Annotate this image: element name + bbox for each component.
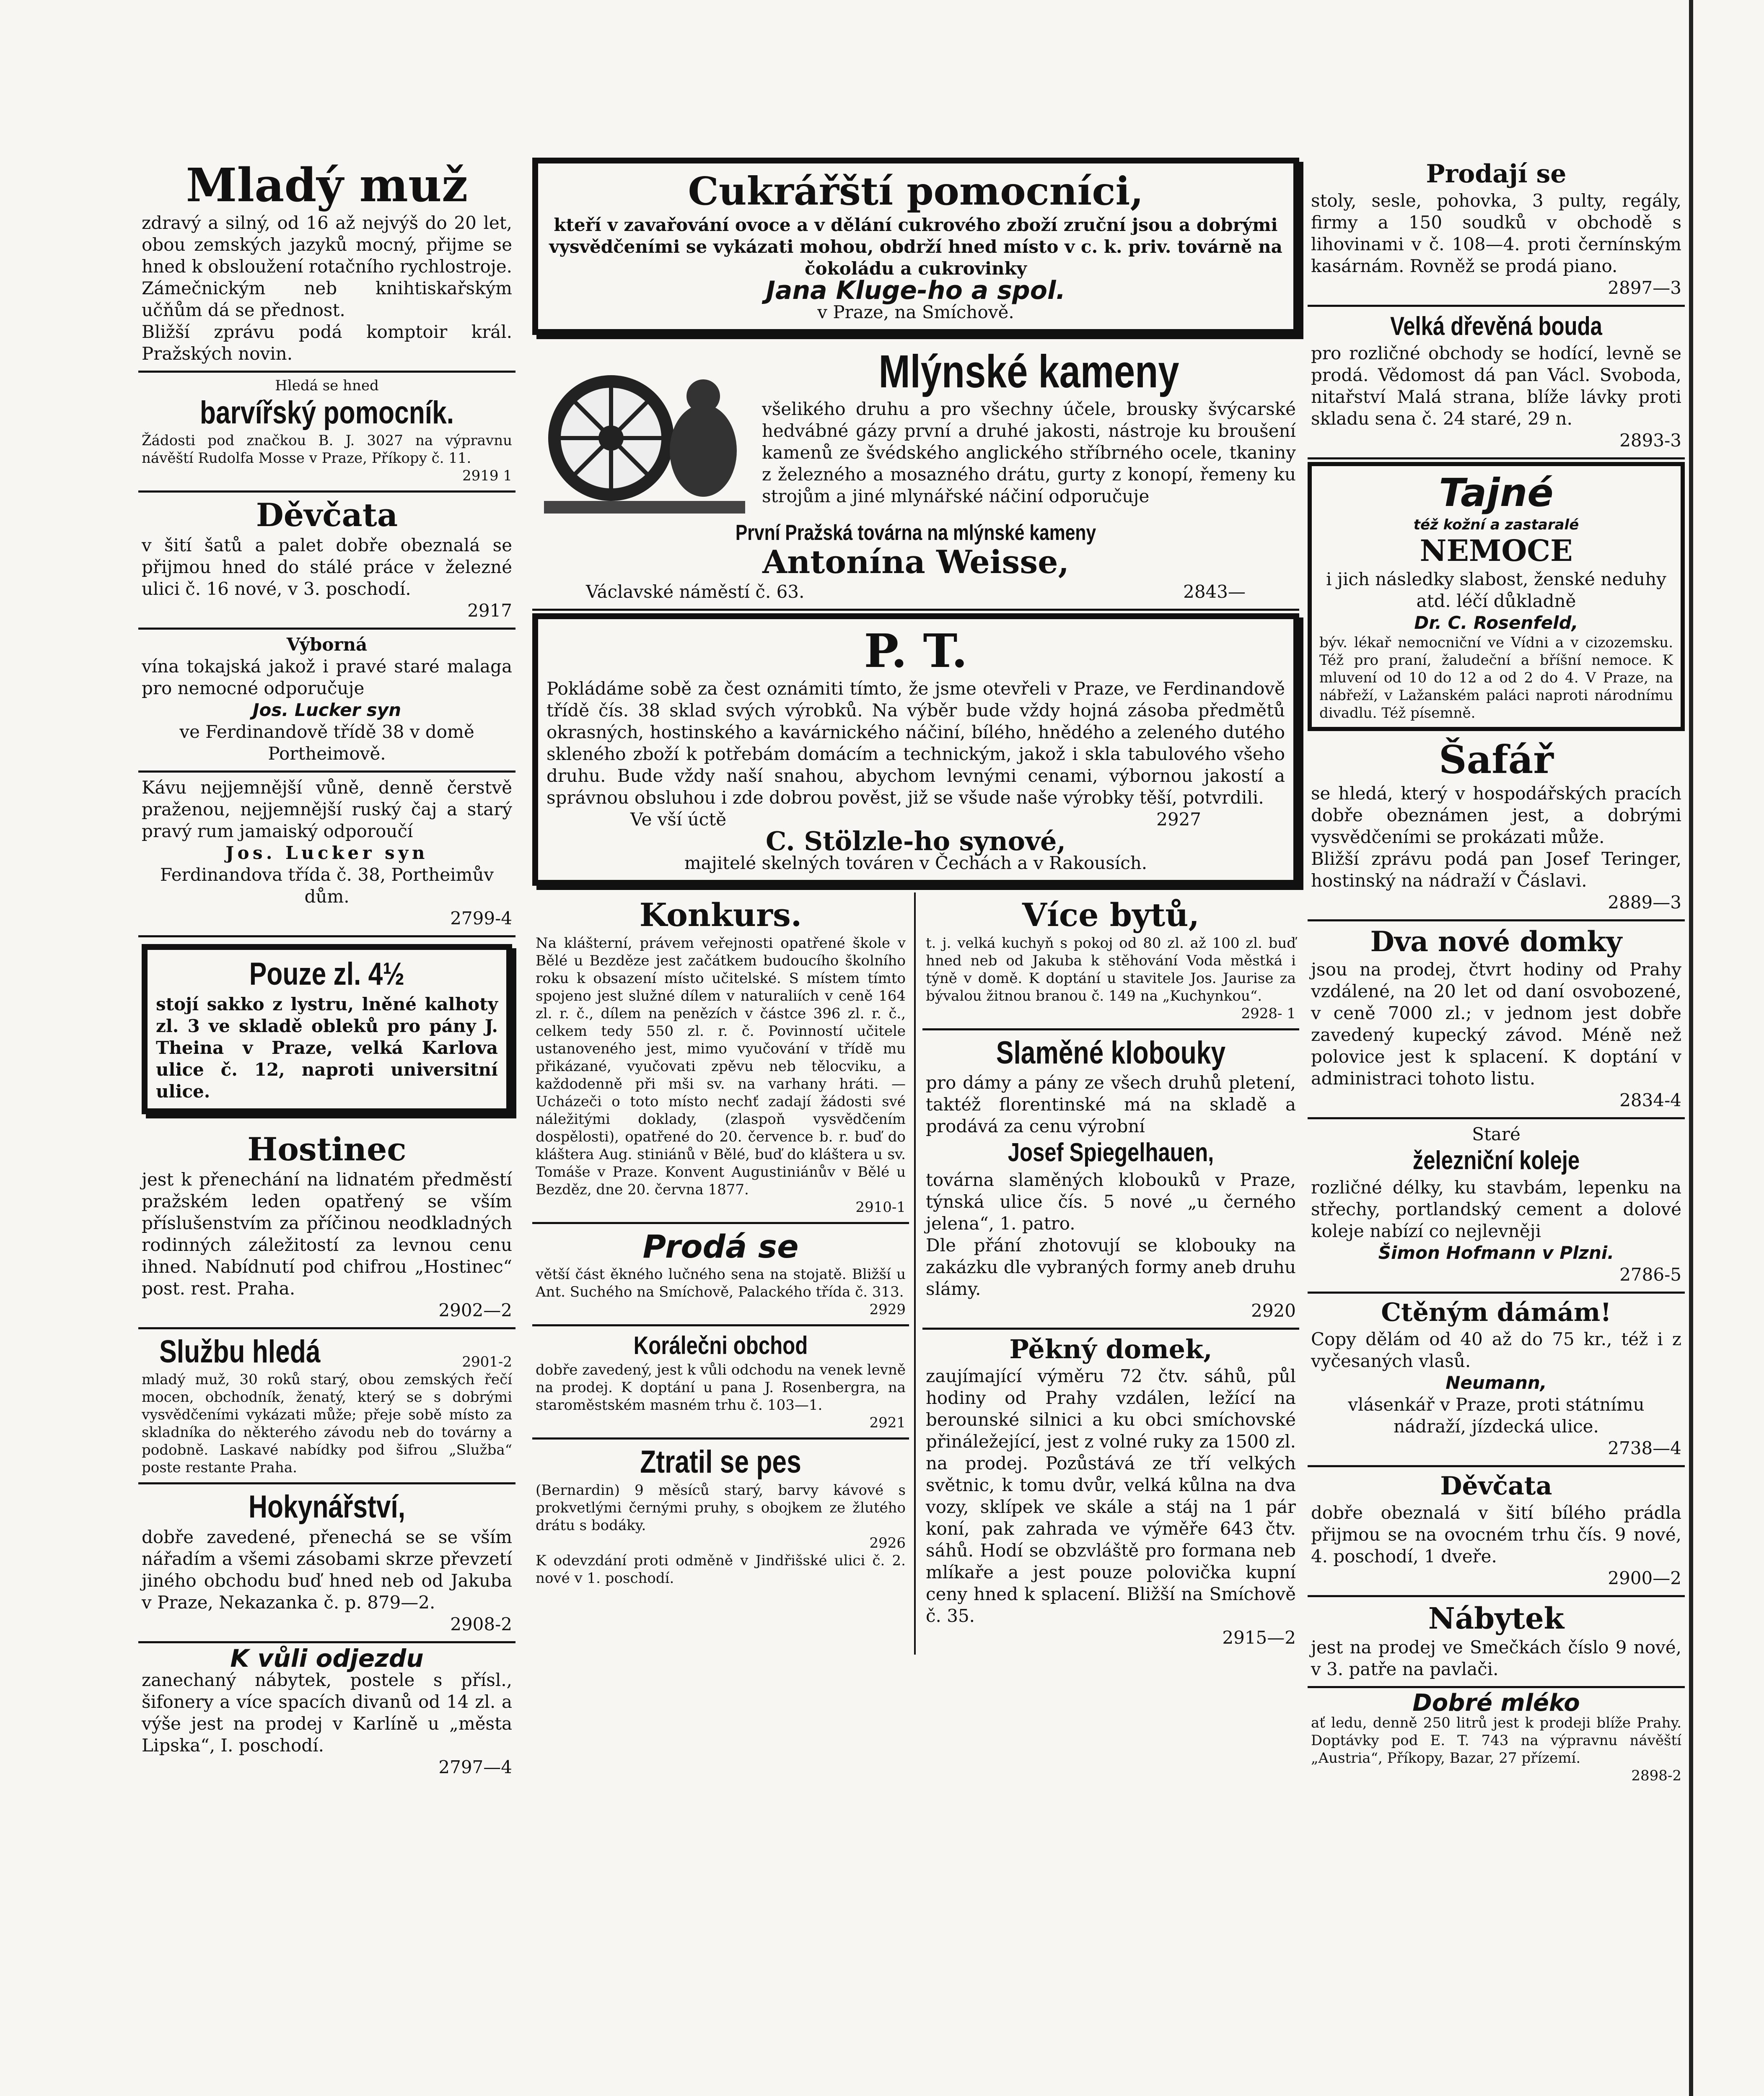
ad-title: Ztratil se pes bbox=[640, 1444, 801, 1480]
ad-number: 2901-2 bbox=[462, 1354, 512, 1371]
ad-number: 2799-4 bbox=[450, 908, 512, 929]
ad-number: 2893-3 bbox=[1619, 430, 1681, 451]
ad-title: Mlýnské kameny bbox=[878, 345, 1179, 397]
ad-mleko bbox=[1308, 1688, 1685, 1790]
ad-title: P. T. bbox=[864, 624, 968, 678]
ad-odjezdu bbox=[138, 1643, 515, 1784]
ad-title: Šafář bbox=[1439, 737, 1554, 783]
ad-pretitle: Hledá se hned bbox=[275, 377, 379, 394]
ad-text: Pokládáme sobě za čest oznámiti tímto, že jsme otevřeli v Praze, ve Ferdinandově třídě čís. 38 sklad svých výrobků. Na výběr bude vždy hojná zásoba předmětů okrasných, hostinského a kavárnického náčiní, bílého, hnědého a zeleného dutého skleného zboží k potřebám domácím a technickým, jakož i skla tabulového všeho druhu. Bude vždy naší snahou, abychom levnými cenami, výbornou jakostí a správnou obsluhou i zde dobrou pověst, již se všude naše výrobky těší, potvrdili. bbox=[547, 678, 1285, 808]
ad-firm-line: První Pražská továrna na mlýnské kameny bbox=[735, 520, 1096, 545]
ad-title: Dobré mléko bbox=[1412, 1689, 1580, 1717]
ad-title: Více bytů, bbox=[1022, 896, 1200, 934]
ad-hokynarstvi bbox=[138, 1484, 515, 1643]
ad-title: Pěkný domek, bbox=[1009, 1333, 1212, 1364]
ad-firm: Šimon Hofmann v Plzni. bbox=[1378, 1243, 1614, 1263]
ad-text: Na klášterní, právem veřejnosti opatřené škole v Bělé u Bezděze jest začátkem budoucího školního roku k obsazení místo učitelské. S místem tímto spojeno jest služné dílem v naturaliích v ceně 164 zl. r. č., dílem na penězích v částce 396 zl. r. č., celkem tedy 550 zl. r. č. Povinností učitele ustanoveného jest, mimo vyučování v třídě mu přikázané, vyučovati zpěvu neb tělocviku, a každodenně při mši sv. na varhany hráti. — Ucházeči o toto místo nechť zadají žádosti své náležitými doklady, (zlaspoň vysvědčením dospělosti), opatřené do 20. července b. r. buď do kláštera Aug. stiniánů v Bělé, buď do kláštera u sv. Tomáše v Praze. Konvent Augustiniánův v Bělé u Bezděz, dne 20. června 1877. bbox=[536, 934, 906, 1198]
ad-subtitle: též kožní a zastaralé bbox=[1413, 516, 1579, 533]
ad-number: 2910-1 bbox=[855, 1198, 906, 1216]
ad-number: 2915—2 bbox=[1222, 1627, 1296, 1648]
ad-title2: NEMOCE bbox=[1419, 533, 1573, 568]
ad-text: jsou na prodej, čtvrt hodiny od Prahy vzdálené, na 20 let od daní osvobozené, v ceně 7000 zl.; v jednom jest dobře zavedený kupecký závod. Méně než polovice jest k splacení. K doptání v administraci tohoto listu. bbox=[1311, 959, 1681, 1089]
ad-text: stoly, sesle, pohovka, 3 pulty, regály, firmy a 150 soudků v obchodě s lihovinami v č. 108—4. proti černínským kasárnám. Rovněž se prodá piano. bbox=[1311, 190, 1681, 276]
ad-text: vína tokajská jakož i pravé staré malaga pro nemocné odporučuje bbox=[142, 656, 512, 699]
ad-greeting: Ve vší úctě bbox=[630, 809, 727, 830]
ad-title: Prodají se bbox=[1426, 159, 1567, 189]
ad-title: Cukrářští pomocníci, bbox=[688, 169, 1144, 214]
ad-number: 2797—4 bbox=[438, 1757, 512, 1778]
ad-title: železniční koleje bbox=[1412, 1146, 1580, 1175]
ad-ztratil bbox=[532, 1440, 909, 1593]
ad-text: dobře obeznalá v šití bílého prádla přijmou se na ovocném trhu čís. 9 nové, 4. poschodí, 1 dveře. bbox=[1311, 1502, 1681, 1567]
ad-number: 2786-5 bbox=[1619, 1264, 1681, 1285]
ad-address: v Praze, na Smíchově. bbox=[817, 301, 1014, 322]
ad-title: Konkurs. bbox=[639, 896, 802, 934]
ad-domky bbox=[1308, 921, 1685, 1119]
ad-barvir bbox=[138, 373, 515, 493]
ad-text: i jich následky slabost, ženské neduhy atd. léčí důkladně bbox=[1326, 569, 1666, 612]
ad-number: 2928- 1 bbox=[1241, 1005, 1296, 1022]
ad-text: kteří v zavařování ovoce a v dělání cukrového zboží zruční jsou a dobrými vysvědčeními se vykázati mohou, obdrží hned místo v c. k. priv. továrně na čokoládu a cukrovinky bbox=[549, 214, 1282, 279]
ad-vicebytu bbox=[922, 892, 1299, 1030]
ad-number: 2917 bbox=[467, 600, 512, 621]
ad-vina bbox=[138, 630, 515, 773]
page-edge-shadow bbox=[1689, 0, 1693, 2096]
ad-text: Kávu nejjemnější vůně, denně čerstvě praženou, nejjemnější ruský čaj a starý pravý rum jamaiský odporoučí bbox=[142, 777, 512, 842]
ad-text: všelikého druhu a pro všechny účele, brousky švýcarské hedvábné gázy první a druhé jakosti, nástroje ku broušení kamenů ze švédského anglického stříbrného ocele, tkaniny z železného a mosazného drátu, gurty z konopí, řemeny ku strojům a jiné mlynářské náčiní odporučuje bbox=[762, 399, 1296, 507]
ad-owners: majitelé skelných továren v Čechách a v Rakousích. bbox=[684, 852, 1148, 873]
ad-title: Velká dřevěná bouda bbox=[1390, 312, 1602, 341]
ad-text: zdravý a silný, od 16 až nejvýš do 20 let, obou zemských jazyků mocný, přijme se hned k obsloužení rotačního rychlostroje. Zámečnickým neb knihtiskařským učňům dá se přednost. bbox=[142, 212, 512, 320]
ad-text: větší část ěkného lučného sena na stojatě. Bližší u Ant. Suchého na Smíchově, Palackého třída č. 313. bbox=[536, 1266, 906, 1301]
ad-firm: Josef Spiegelhauen, bbox=[1008, 1138, 1214, 1167]
middle-lower-grid bbox=[532, 892, 1299, 1655]
ad-ctenym bbox=[1308, 1294, 1685, 1467]
ad-text: Copy dělám od 40 až do 75 kr., též i z vyčesaných vlasů. bbox=[1311, 1329, 1681, 1372]
ad-address: Václavské náměstí č. 63. bbox=[586, 581, 805, 602]
ad-title: Hokynářství, bbox=[248, 1489, 406, 1525]
ad-kava bbox=[138, 773, 515, 937]
ad-number: 2834-4 bbox=[1619, 1090, 1681, 1111]
ad-title: Hostinec bbox=[247, 1130, 407, 1168]
ad-number: 2897—3 bbox=[1608, 278, 1681, 298]
ad-nabytek bbox=[1308, 1597, 1685, 1688]
ad-koralecni bbox=[532, 1326, 909, 1440]
ad-text: mladý muž, 30 roků starý, obou zemských řečí mocen, obchodník, ženatý, který se s dobrými vysvědčeními vykázati může; přeje sobě místo za skladníka do některého závodu neb do továrny a podobně. Laskavé nabídky pod šifrou „Služba“ poste restante Praha. bbox=[142, 1371, 512, 1476]
ad-title: Děvčata bbox=[256, 496, 398, 534]
ad-number: 2920 bbox=[1251, 1300, 1296, 1321]
ad-text: dobře zavedený, jest k vůli odchodu na venek levně na prodej. K doptání u pana J. Rosenbergra, na staroměstském masném trhu č. 103—1. bbox=[536, 1362, 906, 1414]
column-right bbox=[1308, 155, 1685, 1790]
ad-title: Mladý muž bbox=[186, 158, 468, 212]
ad-title: Děvčata bbox=[1440, 1471, 1552, 1501]
ad-domek bbox=[922, 1330, 1299, 1655]
ad-number: 2929 bbox=[869, 1301, 906, 1318]
ad-title: Pouze zl. 4½ bbox=[249, 956, 405, 992]
ad-address: Ferdinandova třída č. 38, Portheimův dům. bbox=[160, 864, 494, 907]
middle-sub-left bbox=[532, 892, 916, 1655]
ad-text: pro rozličné obchody se hodící, levně se prodá. Vědomost dá pan Václ. Svoboda, nitařství Malá strana, blíže lávky proti skladu sena č. 24 staré, 29 n. bbox=[1311, 343, 1681, 429]
column-middle bbox=[532, 155, 1299, 1655]
ad-text: rozličné délky, ku stavbám, lepenku na střechy, portlandský cement a dolové koleje nabízí co nejlevněji bbox=[1311, 1177, 1681, 1242]
ad-doctor: Dr. C. Rosenfeld, bbox=[1414, 612, 1578, 633]
ad-firm: C. Stölzle-ho synové, bbox=[765, 825, 1066, 856]
ad-title: Nábytek bbox=[1428, 1601, 1565, 1636]
ad-devcata bbox=[138, 493, 515, 630]
ad-firm: Jos. Lucker syn bbox=[225, 843, 428, 864]
ad-cukrarsti bbox=[532, 158, 1299, 335]
millstone-illustration bbox=[536, 346, 754, 522]
column-left bbox=[138, 155, 515, 1784]
ad-pt bbox=[532, 613, 1299, 886]
ad-pretitle: Staré bbox=[1472, 1124, 1521, 1145]
ad-number: 2908-2 bbox=[450, 1614, 512, 1635]
ad-firm: Neumann, bbox=[1445, 1372, 1547, 1393]
ad-address: továrna slaměných klobouků v Praze, týnská ulice čís. 5 nové „u černého jelena“, 1. patro. bbox=[926, 1169, 1296, 1234]
ad-number: 2927 bbox=[1156, 809, 1201, 830]
middle-sub-right bbox=[922, 892, 1299, 1655]
ad-hostinec bbox=[138, 1127, 515, 1329]
ad-box bbox=[142, 944, 512, 1114]
ad-text: (Bernardin) 9 měsíců starý, barvy kávové s prokvetlými černými pruhy, s obojkem ze žlutého drátu s bodáky. bbox=[536, 1482, 906, 1534]
ad-address: ve Ferdinandově třídě 38 v domě Portheimově. bbox=[179, 721, 474, 764]
ad-text2: Dle přání zhotovují se klobouky na zakázku dle vybraných formy aneb druhu slámy. bbox=[926, 1235, 1296, 1299]
ad-title: Ctěným dámám! bbox=[1381, 1298, 1611, 1328]
ad-title: Prodá se bbox=[642, 1227, 799, 1265]
ad-title: Korálečni obchod bbox=[633, 1331, 808, 1360]
ad-title: Tajné bbox=[1439, 470, 1554, 516]
ad-number: 2902—2 bbox=[438, 1300, 512, 1320]
ad-text: stojí sakko z lystru, lněné kalhoty zl. 3 ve skladě obleků pro pány J. Theina v Praze, velká Karlova ulice č. 12, naproti universitní ulice. bbox=[156, 994, 498, 1102]
ad-title: Dva nové domky bbox=[1370, 925, 1622, 958]
ad-info: Bližší zprávu podá pan Josef Teringer, hostinský na nádraží v Čáslavi. bbox=[1311, 848, 1681, 891]
ad-devcata2 bbox=[1308, 1467, 1685, 1597]
ad-text: se hledá, který v hospodářských pracích dobře obeznámen jest, a dobrými vysvědčeními se prokázati může. bbox=[1311, 783, 1681, 847]
ad-text2: býv. lékař nemocniční ve Vídni a v cizozemsku. Též pro praní, žaludeční a bříšní nemoce. K mluvení od 10 do 12 a od 2 do 4. V Praze, na nábřeží, v Lažanském paláci naproti národnímu divadlu. Též písemně. bbox=[1319, 634, 1673, 722]
ad-text: zaujímající výměru 72 čtv. sáhů, půl hodiny od Prahy vzdálen, ležící na berounské silnici a ku obci smíchovské přináležející, jest z volné ruky za 1500 zl. na prodej. Pozůstává ze tří velkých světnic, k tomu dvůr, velká kůlna na dva vozy, sklípek ve skále a stáj na 1 pár koní, pak zahrada ve výměře 643 čtv. sáhů. Hodí se obzvláště pro formana neb mlíkaře a jest pouze polovička kupní ceny hned k splacení. Bližší na Smíchově č. 35. bbox=[926, 1365, 1296, 1626]
ad-text: Žádosti pod značkou B. J. 3027 na výpravnu návěští Rudolfa Mosse v Praze, Příkopy č. 11. bbox=[142, 432, 512, 467]
ad-title: barvířský pomocník. bbox=[199, 394, 454, 431]
ad-title: K vůli odjezdu bbox=[230, 1644, 424, 1673]
ad-tajne bbox=[1308, 462, 1685, 731]
ad-konkurs bbox=[532, 892, 909, 1224]
ad-text: dobře zavedené, přenechá se se vším nářadím a všemi zásobami skrze převzetí jiného obchodu buď hned neb od Jakuba v Praze, Nekazanka č. p. 879—2. bbox=[142, 1527, 512, 1613]
ad-address: vlásenkář v Praze, proti státnímu nádraží, jízdecká ulice. bbox=[1348, 1394, 1645, 1437]
ad-number: 2738—4 bbox=[1608, 1438, 1681, 1459]
ad-number: 2919 1 bbox=[462, 467, 512, 485]
ad-number: 2843— bbox=[1183, 581, 1246, 602]
ad-text: ať ledu, denně 250 litrů jest k prodeji blíže Prahy. Doptávky pod E. T. 743 na výpravnu návěští „Austria“, Příkopy, Bazar, 27 přízemí. bbox=[1311, 1714, 1681, 1767]
ad-mlynske bbox=[532, 342, 1299, 611]
ad-info: Bližší zprávu podá komptoir král. Pražských novin. bbox=[142, 321, 512, 364]
ad-firm: Jos. Lucker syn bbox=[252, 700, 401, 721]
ad-number: 2900—2 bbox=[1608, 1568, 1681, 1589]
ad-text: pro dámy a pány ze všech druhů pletení, taktéž florentinské má na skladě a prodává za cenu výrobní bbox=[926, 1072, 1296, 1137]
ad-number: 2926 bbox=[869, 1535, 906, 1552]
ad-prodaji bbox=[1308, 155, 1685, 307]
ad-text: jest k přenechání na lidnatém předměstí pražském leden opatřený se vším příslušenstvím za příčinou neodkladných rodinných záležitostí za levnou cenu ihned. Nabídnutí pod chifrou „Hostinec“ post. rest. Praha. bbox=[142, 1169, 512, 1299]
ad-text: v šití šatů a palet dobře obeznalá se přijmou hned do stálé práce v železné ulici č. 16 nové, v 3. poschodí. bbox=[142, 535, 512, 599]
ad-title: Službu hledá bbox=[159, 1333, 321, 1370]
ad-number: 2898-2 bbox=[1631, 1767, 1681, 1784]
ad-number: 2921 bbox=[869, 1414, 906, 1432]
ad-slamene bbox=[922, 1030, 1299, 1330]
ad-bouda bbox=[1308, 307, 1685, 459]
ad-firm: Antonína Weisse, bbox=[762, 543, 1069, 581]
ad-safar bbox=[1308, 734, 1685, 921]
ad-text: t. j. velká kuchyň s pokoj od 80 zl. až 100 zl. buď hned neb od Jakuba k stěhování Voda městká i týně v domě. K doptání u stavitele Jos. Jaurise za bývalou žitnou branou č. 149 na „Kuchynkou“. bbox=[926, 934, 1296, 1004]
ad-reward: K odevzdání proti odměně v Jindřišské ulici č. 2. nové v 1. poschodí. bbox=[536, 1552, 906, 1587]
ad-text: jest na prodej ve Smečkách číslo 9 nové, v 3. patře na pavlači. bbox=[1311, 1637, 1681, 1679]
ad-prodase bbox=[532, 1224, 909, 1327]
ad-sluzbu bbox=[138, 1329, 515, 1485]
ad-title: Slaměné klobouky bbox=[996, 1035, 1226, 1071]
ad-pouze bbox=[138, 937, 515, 1127]
ad-number: 2889—3 bbox=[1608, 892, 1681, 913]
ad-text: zanechaný nábytek, postele s přísl., šifonery a více spacích divanů od 14 zl. a výše jest na prodej v Karlíně u „města Lipska“, I. poschodí. bbox=[142, 1670, 512, 1756]
ad-firm: Jana Kluge-ho a spol. bbox=[766, 275, 1066, 305]
ad-mlady-muz bbox=[138, 155, 515, 373]
ad-title: Výborná bbox=[286, 634, 368, 655]
ad-koleje bbox=[1308, 1119, 1685, 1294]
